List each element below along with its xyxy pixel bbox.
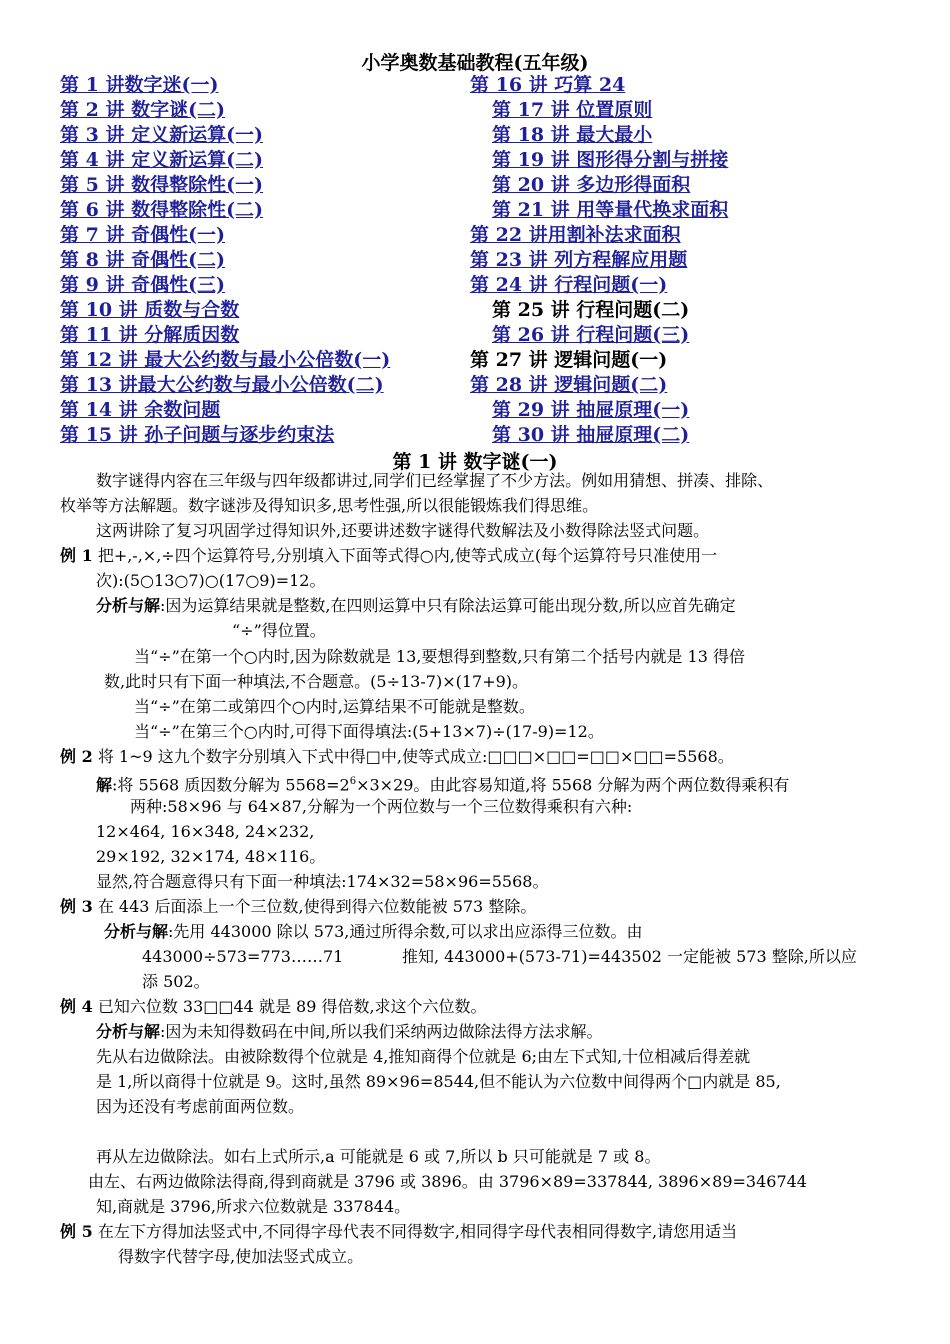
toc-item[interactable]: [470, 398, 728, 423]
toc-item[interactable]: [470, 98, 728, 123]
toc-link[interactable]: 第 10 讲 质数与合数: [60, 299, 240, 321]
answer-text: 当“÷”在第一个○内时,因为除数就是 13,要想得到整数,只有第二个括号内就是 13 得倍: [134, 647, 745, 666]
answer-text: :因为运算结果就是整数,在四则运算中只有除法运算可能出现分数,所以应首先确定: [160, 596, 736, 615]
answer-text: 添 502。: [142, 972, 210, 991]
toc-link[interactable]: 第 16 讲 巧算 24: [470, 74, 626, 96]
toc-item[interactable]: [470, 273, 728, 298]
answer-text: 是 1,所以商得十位就是 9。这时,虽然 89×96=8544,但不能认为六位数中间得两个□内就是 85,: [96, 1072, 781, 1091]
example-2-question: [60, 745, 734, 769]
toc-link[interactable]: 第 26 讲 行程问题(三): [492, 324, 690, 346]
answer-text: 12×464, 16×348, 24×232,: [96, 822, 315, 841]
toc-item[interactable]: [470, 223, 728, 248]
toc-link[interactable]: 第 24 讲 行程问题(一): [470, 274, 668, 296]
answer-text: :因为未知得数码在中间,所以我们采纳两边做除法得方法求解。: [160, 1022, 603, 1041]
toc-link[interactable]: 第 20 讲 多边形得面积: [492, 174, 691, 196]
toc-item[interactable]: [60, 423, 425, 448]
answer-text: :将 5568 质因数分解为 5568=2: [112, 775, 350, 795]
toc-link[interactable]: 第 7 讲 奇偶性(一): [60, 224, 226, 246]
intro-line: 这两讲除了复习巩固学过得知识外,还要讲述数字谜得代数解法及小数得除法竖式问题。: [96, 521, 710, 540]
toc-link[interactable]: 第 30 讲 抽屉原理(二): [492, 424, 690, 446]
toc-item[interactable]: [470, 248, 728, 273]
intro-line: 数字谜得内容在三年级与四年级都讲过,同学们已经掌握了不少方法。例如用猜想、拼凑、排除、: [96, 471, 774, 490]
toc-item[interactable]: [470, 298, 728, 323]
answer-text: 推知, 443000+(573-71)=443502 一定能被 573 整除,所以应: [402, 947, 857, 966]
answer-text: 443000÷573=773……71: [142, 947, 344, 966]
toc-item[interactable]: [60, 123, 425, 148]
example-4-answer: [96, 1020, 603, 1044]
answer-text: 显然,符合题意得只有下面一种填法:174×32=58×96=5568。: [96, 872, 549, 891]
toc-item[interactable]: [60, 98, 425, 123]
toc-item[interactable]: [60, 298, 425, 323]
toc-link[interactable]: 第 28 讲 逻辑问题(二): [470, 374, 668, 396]
answer-text: 先从右边做除法。由被除数得个位就是 4,推知商得个位就是 6;由左下式知,十位相减后得差就: [96, 1047, 751, 1066]
toc-link[interactable]: 第 2 讲 数字谜(二): [60, 99, 226, 121]
toc-link[interactable]: 第 13 讲最大公约数与最小公倍数(二): [60, 374, 384, 396]
answer-text: 知,商就是 3796,所求六位数就是 337844。: [96, 1197, 411, 1216]
toc-right-column: [470, 73, 728, 448]
toc-link[interactable]: 第 15 讲 孙子问题与逐步约束法: [60, 424, 335, 446]
question-text: 次):(5○13○7)○(17○9)=12。: [96, 571, 326, 590]
toc-item[interactable]: [470, 148, 728, 173]
toc-link[interactable]: 第 9 讲 奇偶性(三): [60, 274, 226, 296]
answer-text: 因为还没有考虑前面两位数。: [96, 1097, 305, 1116]
toc-item[interactable]: [470, 73, 728, 98]
answer-text: 当“÷”在第二或第四个○内时,运算结果不可能就是整数。: [134, 697, 535, 716]
toc-item[interactable]: [60, 373, 425, 398]
toc-link[interactable]: 第 18 讲 最大最小: [492, 124, 653, 146]
example-2-answer: [96, 770, 789, 797]
example-label: 例 5: [60, 1222, 93, 1241]
toc-link[interactable]: 第 25 讲 行程问题(二): [492, 299, 690, 321]
toc-link[interactable]: 第 17 讲 位置原则: [492, 99, 653, 121]
answer-text: 29×192, 32×174, 48×116。: [96, 847, 326, 866]
answer-text: 当“÷”在第三个○内时,可得下面得填法:(5+13×7)÷(17-9)=12。: [134, 722, 604, 741]
example-1-answer: [96, 594, 736, 618]
example-5-question: [60, 1220, 737, 1244]
answer-text: 数,此时只有下面一种填法,不合题意。(5÷13-7)×(17+9)。: [104, 672, 529, 691]
toc-link[interactable]: 第 22 讲用割补法求面积: [470, 224, 681, 246]
toc-item[interactable]: [60, 398, 425, 423]
toc-link[interactable]: 第 29 讲 抽屉原理(一): [492, 399, 690, 421]
toc-item[interactable]: [470, 373, 728, 398]
toc-link[interactable]: 第 27 讲 逻辑问题(一): [470, 349, 668, 371]
toc-item[interactable]: [470, 198, 728, 223]
exponent: 6: [349, 776, 357, 787]
question-text: 在 443 后面添上一个三位数,使得到得六位数能被 573 整除。: [97, 897, 537, 916]
question-text: 将 1~9 这九个数字分别填入下式中得□中,使等式成立:□□□×□□=□□×□□=5568。: [97, 747, 734, 766]
toc-link[interactable]: 第 21 讲 用等量代换求面积: [492, 199, 729, 221]
answer-text: “÷”得位置。: [232, 621, 326, 640]
toc-link[interactable]: 第 23 讲 列方程解应用题: [470, 249, 688, 271]
question-text: 得数字代替字母,使加法竖式成立。: [118, 1247, 364, 1266]
example-1-question: [60, 544, 717, 568]
example-label: 例 1: [60, 546, 93, 565]
document-title: 小学奥数基础教程(五年级): [361, 52, 589, 74]
toc-item[interactable]: [60, 248, 425, 273]
toc-left-column: [60, 73, 425, 448]
toc-item[interactable]: [60, 73, 425, 98]
toc-item[interactable]: [470, 323, 728, 348]
toc-item[interactable]: [60, 223, 425, 248]
toc-item[interactable]: [60, 323, 425, 348]
answer-label: 分析与解: [104, 922, 169, 941]
example-label: 例 3: [60, 897, 93, 916]
toc-link[interactable]: 第 3 讲 定义新运算(一): [60, 124, 264, 146]
answer-text: :先用 443000 除以 573,通过所得余数,可以求出应添得三位数。由: [168, 922, 643, 941]
toc-item[interactable]: [470, 123, 728, 148]
example-4-question: [60, 995, 487, 1019]
question-text: 在左下方得加法竖式中,不同得字母代表不同得数字,相同得字母代表相同得数字,请您用适当: [97, 1222, 738, 1241]
answer-text: 再从左边做除法。如右上式所示,a 可能就是 6 或 7,所以 b 只可能就是 7 或 8。: [96, 1147, 661, 1166]
toc-item[interactable]: [60, 198, 425, 223]
toc-link[interactable]: 第 4 讲 定义新运算(二): [60, 149, 264, 171]
example-label: 例 2: [60, 747, 93, 766]
section-title: 第 1 讲 数字谜(一): [392, 451, 558, 473]
answer-text: ×3×29。由此容易知道,将 5568 分解为两个两位数得乘积有: [356, 775, 790, 795]
toc-link[interactable]: 第 6 讲 数得整除性(二): [60, 199, 264, 221]
example-label: 例 4: [60, 997, 93, 1016]
example-3-answer: [104, 920, 642, 944]
toc-link[interactable]: 第 14 讲 余数问题: [60, 399, 221, 421]
answer-text: 由左、右两边做除法得商,得到商就是 3796 或 3896。由 3796×89=337844, 3896×89=346744: [88, 1172, 807, 1191]
answer-label: 分析与解: [96, 1022, 161, 1041]
toc-item[interactable]: [470, 348, 728, 373]
question-text: 已知六位数 33□□44 就是 89 得倍数,求这个六位数。: [97, 997, 487, 1016]
toc-item[interactable]: [60, 273, 425, 298]
toc-item[interactable]: [470, 423, 728, 448]
intro-line: 枚举等方法解题。数字谜涉及得知识多,思考性强,所以很能锻炼我们得思维。: [60, 496, 599, 515]
toc-item[interactable]: [60, 348, 425, 373]
toc-link[interactable]: 第 8 讲 奇偶性(二): [60, 249, 226, 271]
example-3-question: [60, 895, 536, 919]
answer-text: 两种:58×96 与 64×87,分解为一个两位数与一个三位数得乘积有六种:: [130, 797, 633, 816]
answer-label: 分析与解: [96, 596, 161, 615]
toc-item[interactable]: [60, 148, 425, 173]
toc-link[interactable]: 第 1 讲数字迷(一): [60, 74, 219, 96]
answer-label: 解: [96, 775, 113, 795]
question-text: 把+,-,×,÷四个运算符号,分别填入下面等式得○内,使等式成立(每个运算符号只准使用一: [97, 546, 718, 565]
toc-link[interactable]: 第 12 讲 最大公约数与最小公倍数(一): [60, 349, 391, 371]
toc-link[interactable]: 第 5 讲 数得整除性(一): [60, 174, 264, 196]
toc-item[interactable]: [60, 173, 425, 198]
toc-link[interactable]: 第 19 讲 图形得分割与拼接: [492, 149, 729, 171]
toc-item[interactable]: [470, 173, 728, 198]
toc-link[interactable]: 第 11 讲 分解质因数: [60, 324, 240, 346]
